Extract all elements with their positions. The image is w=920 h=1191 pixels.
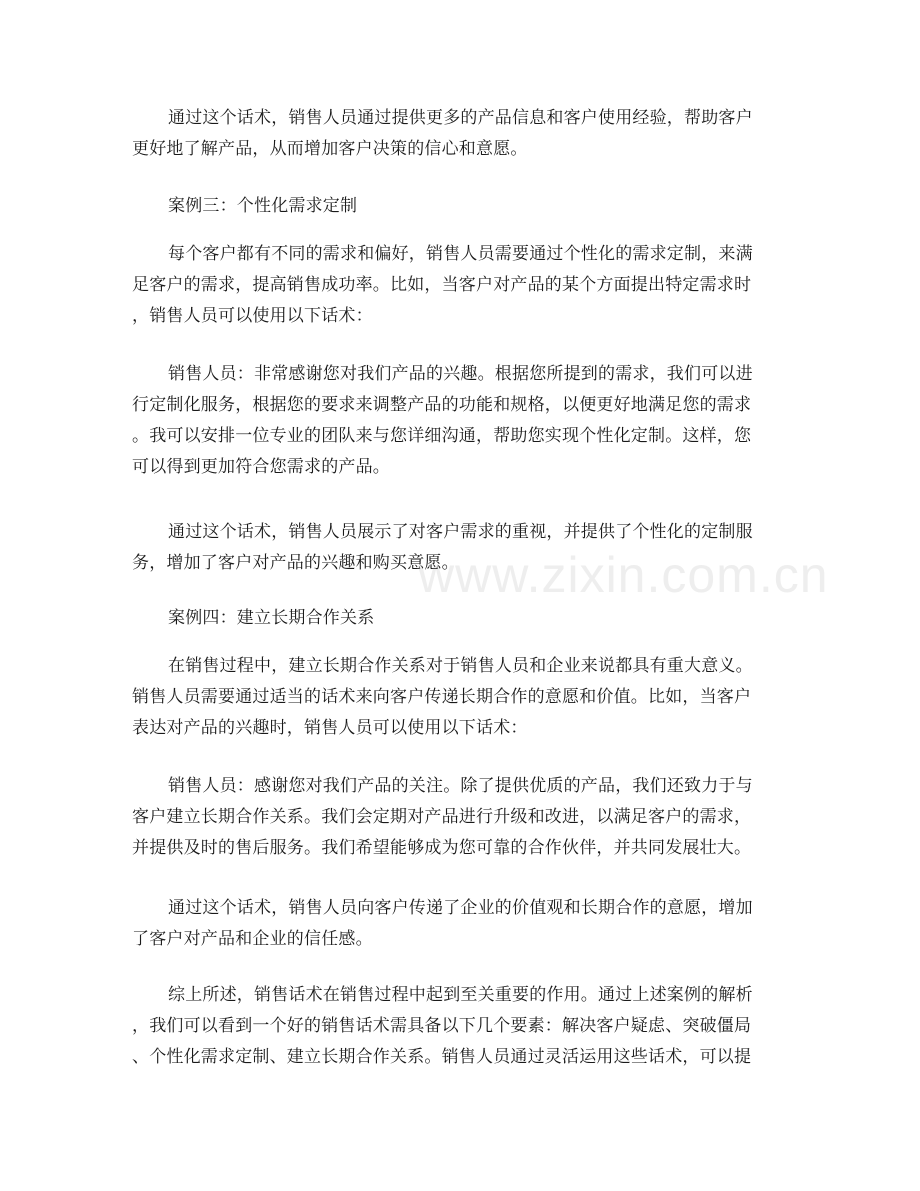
paragraph-line: 更好地了解产品，从而增加客户决策的信心和意愿。 xyxy=(132,139,528,159)
paragraph-line: 可以得到更加符合您需求的产品。 xyxy=(132,457,390,477)
case-heading-3 xyxy=(132,191,792,222)
paragraph-line: 表达对产品的兴趣时，销售人员可以使用以下话术： xyxy=(132,718,528,738)
paragraph-7 xyxy=(132,651,792,744)
paragraph-line: 通过这个话术，销售人员展示了对客户需求的重视，并提供了个性化的定制服 xyxy=(168,522,753,542)
paragraph-line: 在销售过程中，建立长期合作关系对于销售人员和企业来说都具有重大意义。 xyxy=(168,656,753,676)
paragraph-line: 务，增加了客户对产品的兴趣和购买意愿。 xyxy=(132,553,459,573)
paragraph-4 xyxy=(132,359,792,483)
heading-line: 案例四：建立长期合作关系 xyxy=(168,608,375,628)
paragraph-line: 行定制化服务，根据您的要求来调整产品的功能和规格，以便更好地满足您的需求 xyxy=(132,395,752,415)
paragraph-line: 销售人员需要通过适当的话术来向客户传递长期合作的意愿和价值。比如，当客户 xyxy=(132,687,752,707)
paragraph-line: ，我们可以看到一个好的销售话术需具备以下几个要素：解决客户疑虑、突破僵局 xyxy=(132,1016,752,1036)
paragraph-line: 。我可以安排一位专业的团队来与您详细沟通，帮助您实现个性化定制。这样，您 xyxy=(132,426,752,446)
paragraph-line: 客户建立长期合作关系。我们会定期对产品进行升级和改进，以满足客户的需求， xyxy=(132,807,752,827)
paragraph-line: 了客户对产品和企业的信任感。 xyxy=(132,929,373,949)
paragraph-9 xyxy=(132,893,792,955)
paragraph-3 xyxy=(132,239,792,332)
paragraph-line: 综上所述，销售话术在销售过程中起到至关重要的作用。通过上述案例的解析 xyxy=(168,985,753,1005)
watermark: www.zixin.com.cn xyxy=(418,547,829,603)
paragraph-8 xyxy=(132,771,792,864)
case-heading-4 xyxy=(132,603,792,634)
paragraph-line: 销售人员：感谢您对我们产品的关注。除了提供优质的产品，我们还致力于与 xyxy=(168,776,753,796)
paragraph-line: 销售人员：非常感谢您对我们产品的兴趣。根据您所提到的需求，我们可以进 xyxy=(168,364,753,384)
paragraph-line: 足客户的需求，提高销售成功率。比如，当客户对产品的某个方面提出特定需求时 xyxy=(132,275,752,295)
paragraph-line: 每个客户都有不同的需求和偏好，销售人员需要通过个性化的需求定制，来满 xyxy=(168,244,753,264)
paragraph-5 xyxy=(132,517,792,579)
paragraph-10 xyxy=(132,980,792,1073)
paragraph-line: 通过这个话术，销售人员向客户传递了企业的价值观和长期合作的意愿，增加 xyxy=(168,898,753,918)
paragraph-line: 、个性化需求定制、建立长期合作关系。销售人员通过灵活运用这些话术，可以提 xyxy=(132,1047,752,1067)
paragraph-line: 通过这个话术，销售人员通过提供更多的产品信息和客户使用经验，帮助客户 xyxy=(168,108,753,128)
paragraph-line: 并提供及时的售后服务。我们希望能够成为您可靠的合作伙伴，并共同发展壮大。 xyxy=(132,838,752,858)
paragraph-line: ，销售人员可以使用以下话术： xyxy=(132,306,373,326)
paragraph-1 xyxy=(132,103,792,165)
heading-line: 案例三：个性化需求定制 xyxy=(168,196,358,216)
